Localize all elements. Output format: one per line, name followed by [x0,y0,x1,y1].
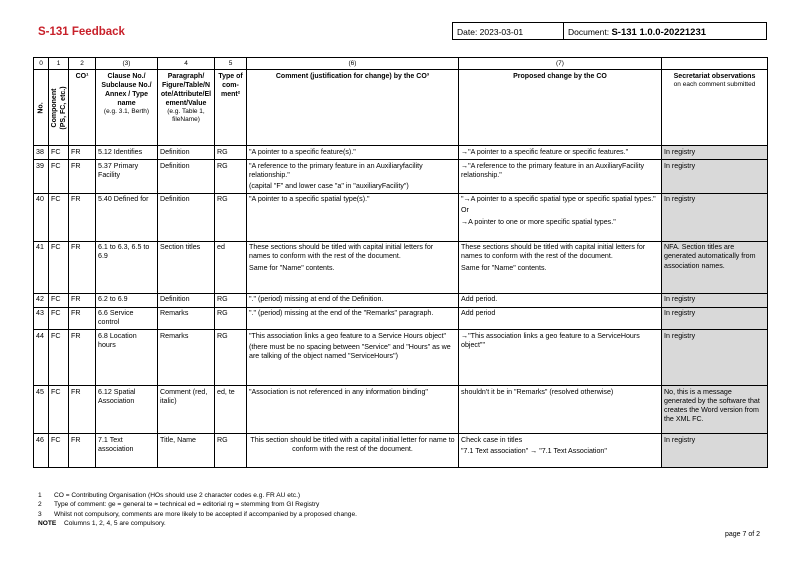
comment-cell-line: These sections should be titled with capital initial letters for names to conform with the rest of the document. [249,243,434,261]
header-type-label: Type of com-ment² [218,72,243,98]
co-cell: FR [69,193,96,241]
proposed-cell-line: →"A reference to the primary feature in an AuxiliaryFacility relationship." [461,161,645,179]
column-number [662,58,768,70]
header-proposed [459,70,662,146]
co-cell: FR [69,386,96,434]
row-number: 42 [34,293,49,307]
secretariat-cell: In registry [662,146,768,160]
type-cell: RG [215,293,247,307]
footnote [38,491,357,500]
paragraph-cell: Remarks [158,330,215,386]
header-proposed-label: Proposed change by the CO [513,72,607,80]
page-title: S-131 Feedback [38,26,125,38]
proposed-cell-line: "→A pointer to a specific spatial type or specific spatial types." [461,195,656,204]
comment-cell-line: "This association links a geo feature to a Service Hours object" [249,331,447,340]
header-secretariat-label: Secretariat observations [673,72,756,80]
column-number: 4 [158,58,215,70]
type-cell: RG [215,146,247,160]
footnote-number: NOTE [38,520,57,528]
header-secretariat-sub: on each comment submitted [673,80,756,88]
header-clause [96,70,158,146]
table-row [34,386,768,434]
comment-cell [247,293,459,307]
type-cell: ed, te [215,386,247,434]
table-row [34,241,768,293]
header-secretariat [662,70,768,146]
table-row [34,160,768,194]
row-number: 41 [34,241,49,293]
comment-cell [247,241,459,293]
co-cell: FR [69,146,96,160]
type-cell: ed [215,241,247,293]
type-cell: RG [215,160,247,194]
header-co-label: CO¹ [75,72,89,80]
row-number: 39 [34,160,49,194]
column-number: 2 [69,58,96,70]
component-cell: FC [49,330,69,386]
column-number: (3) [96,58,158,70]
clause-cell: 7.1 Text association [96,434,158,468]
row-number: 38 [34,146,49,160]
component-cell: FC [49,160,69,194]
document-box [563,22,767,40]
proposed-cell-line: Check case in titles [461,435,523,444]
header-component [49,70,69,146]
secretariat-cell: In registry [662,434,768,468]
footnote [38,519,357,528]
proposed-cell-line: Add period. [461,295,498,304]
co-cell: FR [69,293,96,307]
header-clause-sub: (e.g. 3.1, Berth) [103,107,150,115]
row-number: 44 [34,330,49,386]
secretariat-cell: In registry [662,160,768,194]
secretariat-cell: In registry [662,193,768,241]
clause-cell: 5.37 Primary Facility [96,160,158,194]
paragraph-cell: Remarks [158,307,215,329]
co-cell: FR [69,434,96,468]
secretariat-cell: In registry [662,293,768,307]
secretariat-cell: In registry [662,307,768,329]
footnote-number: 3 [38,510,42,518]
column-number: 0 [34,58,49,70]
comment-cell [247,386,459,434]
column-number: (6) [247,58,459,70]
column-number: 5 [215,58,247,70]
component-cell: FC [49,307,69,329]
header-component-sub: (PS, FC, etc.) [59,85,67,130]
proposed-cell [459,293,662,307]
co-cell: FR [69,160,96,194]
proposed-cell-line: These sections should be titled with capital initial letters for names to conform with the rest of the document. [461,243,646,261]
comment-cell [247,330,459,386]
header-comment [247,70,459,146]
feedback-table [33,57,768,468]
type-cell: RG [215,307,247,329]
paragraph-cell: Definition [158,160,215,194]
component-cell: FC [49,293,69,307]
proposed-cell [459,160,662,194]
comment-cell [247,146,459,160]
proposed-cell [459,386,662,434]
table-row [34,193,768,241]
proposed-cell [459,146,662,160]
footnote-number: 1 [38,492,42,499]
comment-cell-line: (there must be no spacing between "Service" and "Hours" as we are talking of the object named "ServiceHours") [249,342,451,361]
header-paragraph-sub: (e.g. Table 1, fileName) [167,107,205,124]
header-co [69,70,96,146]
comment-cell [247,160,459,194]
proposed-cell-line: Same for "Name" contents. [461,263,547,272]
table-row [34,434,768,468]
clause-cell: 6.2 to 6.9 [96,293,158,307]
footnote-text: Type of comment: ge = general te = technical ed = editorial rg = stemming from GI Registry [54,501,320,509]
footnote-text: Whilst not compulsory, comments are more likely to be accepted if accompanied by a proposed change. [54,510,357,518]
header-paragraph-label: Paragraph/ Figure/Table/Note/Attribute/Element/Value [160,72,212,107]
document-label: Document: [568,27,612,37]
document-value: S-131 1.0.0-20221231 [611,27,707,38]
type-cell: RG [215,330,247,386]
table-row [34,330,768,386]
header-no: No. [34,70,49,146]
proposed-cell-line: Or [461,206,469,215]
comment-cell-line: Same for "Name" contents. [249,263,335,272]
footnote [38,500,357,509]
comment-cell [247,193,459,241]
proposed-cell-line: →"This association links a geo feature to a ServiceHours object"" [461,331,640,349]
clause-cell: 6.6 Service control [96,307,158,329]
footnote-text: Columns 1, 2, 4, 5 are compulsory. [64,520,166,528]
header-paragraph [158,70,215,146]
footnote-number: 2 [38,501,42,509]
clause-cell: 6.1 to 6.3, 6.5 to 6.9 [96,241,158,293]
clause-cell: 6.8 Location hours [96,330,158,386]
table-row [34,307,768,329]
proposed-cell-line: "7.1 Text association" → "7.1 Text Association" [461,446,607,455]
row-number: 46 [34,434,49,468]
paragraph-cell: Title, Name [158,434,215,468]
clause-cell: 6.12 Spatial Association [96,386,158,434]
secretariat-cell: No, this is a message generated by the software that creates the Word version from the XML FC. [662,386,768,434]
comment-cell [247,434,459,468]
header-component-label: Component [50,88,58,127]
header-comment-label: Comment (justification for change) by the CO³ [275,72,430,80]
comment-cell-line: "A pointer to a specific spatial type(s)." [249,195,370,204]
table-row [34,146,768,160]
proposed-cell [459,330,662,386]
type-cell: RG [215,434,247,468]
proposed-cell [459,193,662,241]
co-cell: FR [69,307,96,329]
paragraph-cell: Definition [158,146,215,160]
comment-cell-line: "A reference to the primary feature in an Auxiliaryfacility relationship." [249,161,423,179]
secretariat-cell: In registry [662,330,768,386]
co-cell: FR [69,241,96,293]
component-cell: FC [49,386,69,434]
proposed-cell-line: →"A pointer to a specific feature or specific features." [461,147,629,156]
proposed-cell [459,307,662,329]
comment-cell-line: "." (period) missing at end of the Definition. [249,295,384,304]
row-number: 40 [34,193,49,241]
comment-cell-line: This section should be titled with a capital initial letter for name to conform with the rest of the document. [250,435,455,453]
header-clause-label: Clause No./ Subclause No./ Annex / Type name [101,72,152,107]
header-row [34,70,768,146]
date-text: Date: 2023-03-01 [457,27,524,37]
secretariat-cell: NFA. Section titles are generated automatically from association names. [662,241,768,293]
paragraph-cell: Definition [158,193,215,241]
comment-cell-line: "Association is not referenced in any information binding" [249,387,428,396]
component-cell: FC [49,146,69,160]
component-cell: FC [49,241,69,293]
comment-cell-line: "." (period) missing at the end of the "Remarks" paragraph. [249,309,434,318]
co-cell: FR [69,330,96,386]
column-number-row [34,58,768,70]
page-number: page 7 of 2 [724,531,760,538]
date-box [452,22,564,40]
clause-cell: 5.40 Defined for [96,193,158,241]
paragraph-cell: Definition [158,293,215,307]
footnotes [38,491,357,529]
comment-cell-line: "A pointer to a specific feature(s)." [249,147,356,156]
proposed-cell [459,241,662,293]
proposed-cell-line: shouldn't it be in "Remarks" (resolved otherwise) [461,387,614,396]
paragraph-cell: Comment (red, italic) [158,386,215,434]
column-number: (7) [459,58,662,70]
proposed-cell-line: →A pointer to one or more specific spatial types." [461,217,616,226]
type-cell: RG [215,193,247,241]
comment-cell-line: (capital "F" and lower case "a" in "auxiliaryFacility") [249,181,409,190]
proposed-cell [459,434,662,468]
column-number: 1 [49,58,69,70]
clause-cell: 5.12 Identifies [96,146,158,160]
proposed-cell-line: Add period [461,309,496,318]
component-cell: FC [49,193,69,241]
paragraph-cell: Section titles [158,241,215,293]
component-cell: FC [49,434,69,468]
comment-cell [247,307,459,329]
row-number: 45 [34,386,49,434]
footnote [38,510,357,519]
table-row [34,293,768,307]
header-type [215,70,247,146]
footnote-text: CO = Contributing Organisation (HOs should use 2 character codes e.g. FR AU etc.) [54,492,301,499]
row-number: 43 [34,307,49,329]
